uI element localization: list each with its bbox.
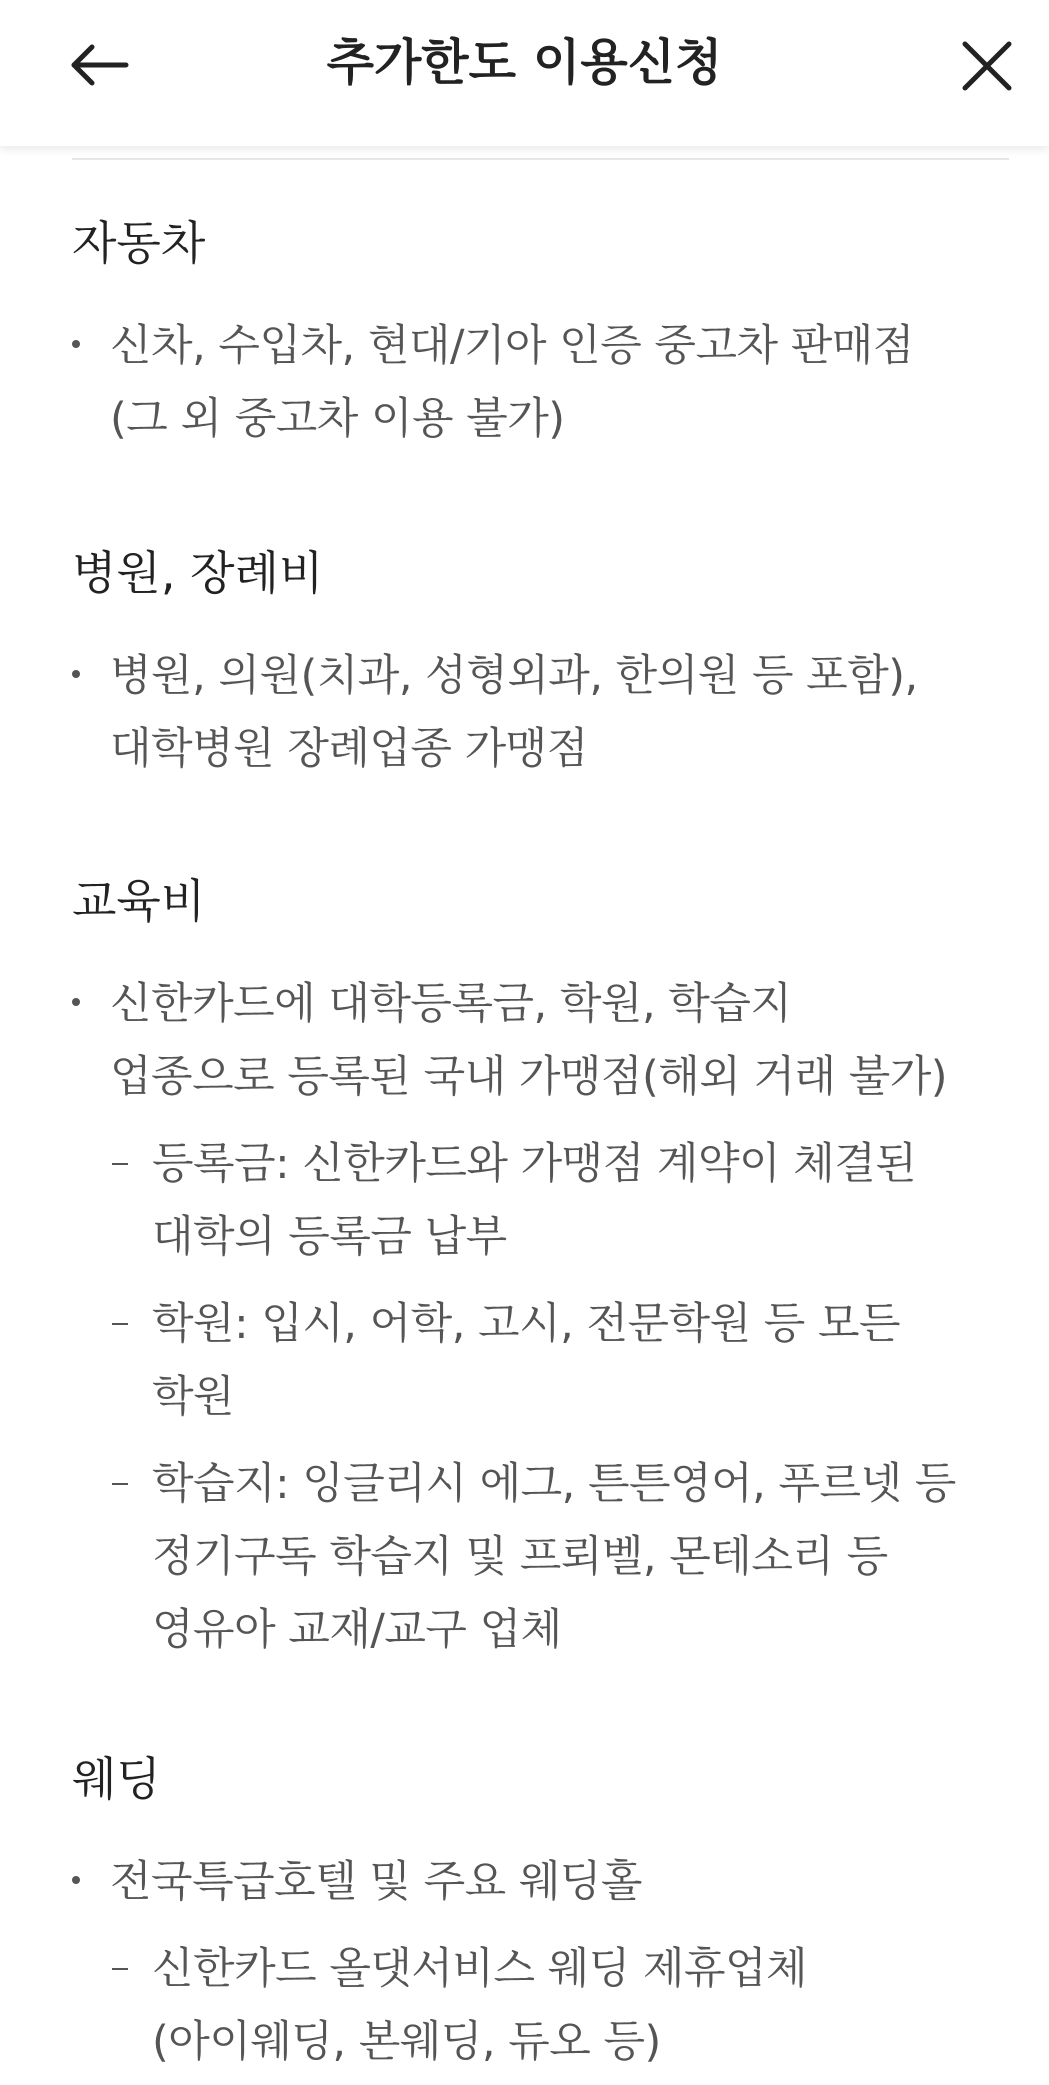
bullet-dot bbox=[72, 998, 80, 1006]
dash-mark bbox=[112, 1323, 128, 1325]
sub-item bbox=[72, 1448, 1009, 1667]
sub-text: (아이웨딩, 본웨딩, 듀오 등) bbox=[152, 2017, 661, 2067]
dash-mark bbox=[112, 1968, 128, 1970]
sub-text: 학습지: 잉글리시 에그, 튼튼영어, 푸르넷 등 bbox=[152, 1459, 956, 1509]
bullet-text: 신한카드에 대학등록금, 학원, 학습지 bbox=[110, 979, 792, 1029]
top-divider bbox=[72, 158, 1009, 160]
section-title: 자동차 bbox=[72, 216, 206, 270]
section-hospital bbox=[72, 536, 1009, 864]
section-automobile bbox=[72, 206, 1009, 536]
section-title: 병원, 장례비 bbox=[72, 546, 324, 600]
section-title: 교육비 bbox=[72, 874, 206, 928]
close-icon bbox=[951, 30, 1021, 100]
content-area bbox=[72, 206, 1009, 2079]
section-title: 웨딩 bbox=[72, 1752, 161, 1806]
section-education bbox=[72, 864, 1009, 1742]
sub-item bbox=[72, 1288, 1009, 1434]
bullet-dot bbox=[72, 1876, 80, 1884]
sub-text: 등록금: 신한카드와 가맹점 계약이 체결된 bbox=[152, 1139, 917, 1189]
bullet-item bbox=[72, 1846, 1009, 1919]
bullet-text: (그 외 중고차 이용 불가) bbox=[110, 394, 565, 444]
sub-item bbox=[72, 1128, 1009, 1274]
dash-mark bbox=[112, 1163, 128, 1165]
bullet-item bbox=[72, 310, 1009, 456]
bullet-text: 전국특급호텔 및 주요 웨딩홀 bbox=[110, 1857, 642, 1907]
sub-item bbox=[72, 1933, 1009, 2079]
sub-text: 대학의 등록금 납부 bbox=[152, 1212, 507, 1262]
sub-text: 신한카드 올댓서비스 웨딩 제휴업체 bbox=[152, 1944, 808, 1994]
sub-text: 학원: 입시, 어학, 고시, 전문학원 등 모든 bbox=[152, 1299, 901, 1349]
bullet-dot bbox=[72, 340, 80, 348]
bullet-text: 업종으로 등록된 국내 가맹점(해외 거래 불가) bbox=[110, 1052, 948, 1102]
sub-text: 정기구독 학습지 및 프뢰벨, 몬테소리 등 bbox=[152, 1532, 888, 1582]
sub-text: 학원 bbox=[152, 1372, 235, 1422]
bullet-item bbox=[72, 640, 1009, 786]
sub-text: 영유아 교재/교구 업체 bbox=[152, 1605, 562, 1655]
app-header bbox=[0, 0, 1049, 146]
page-title: 추가한도 이용신청 bbox=[326, 34, 723, 91]
bullet-text: 병원, 의원(치과, 성형외과, 한의원 등 포함), bbox=[110, 651, 918, 701]
close-button[interactable] bbox=[951, 30, 1021, 100]
bullet-text: 신차, 수입차, 현대/기아 인증 중고차 판매점 bbox=[110, 321, 914, 371]
section-wedding bbox=[72, 1742, 1009, 2079]
dash-mark bbox=[112, 1483, 128, 1485]
bullet-dot bbox=[72, 670, 80, 678]
bullet-item bbox=[72, 968, 1009, 1114]
bullet-text: 대학병원 장례업종 가맹점 bbox=[110, 724, 588, 774]
